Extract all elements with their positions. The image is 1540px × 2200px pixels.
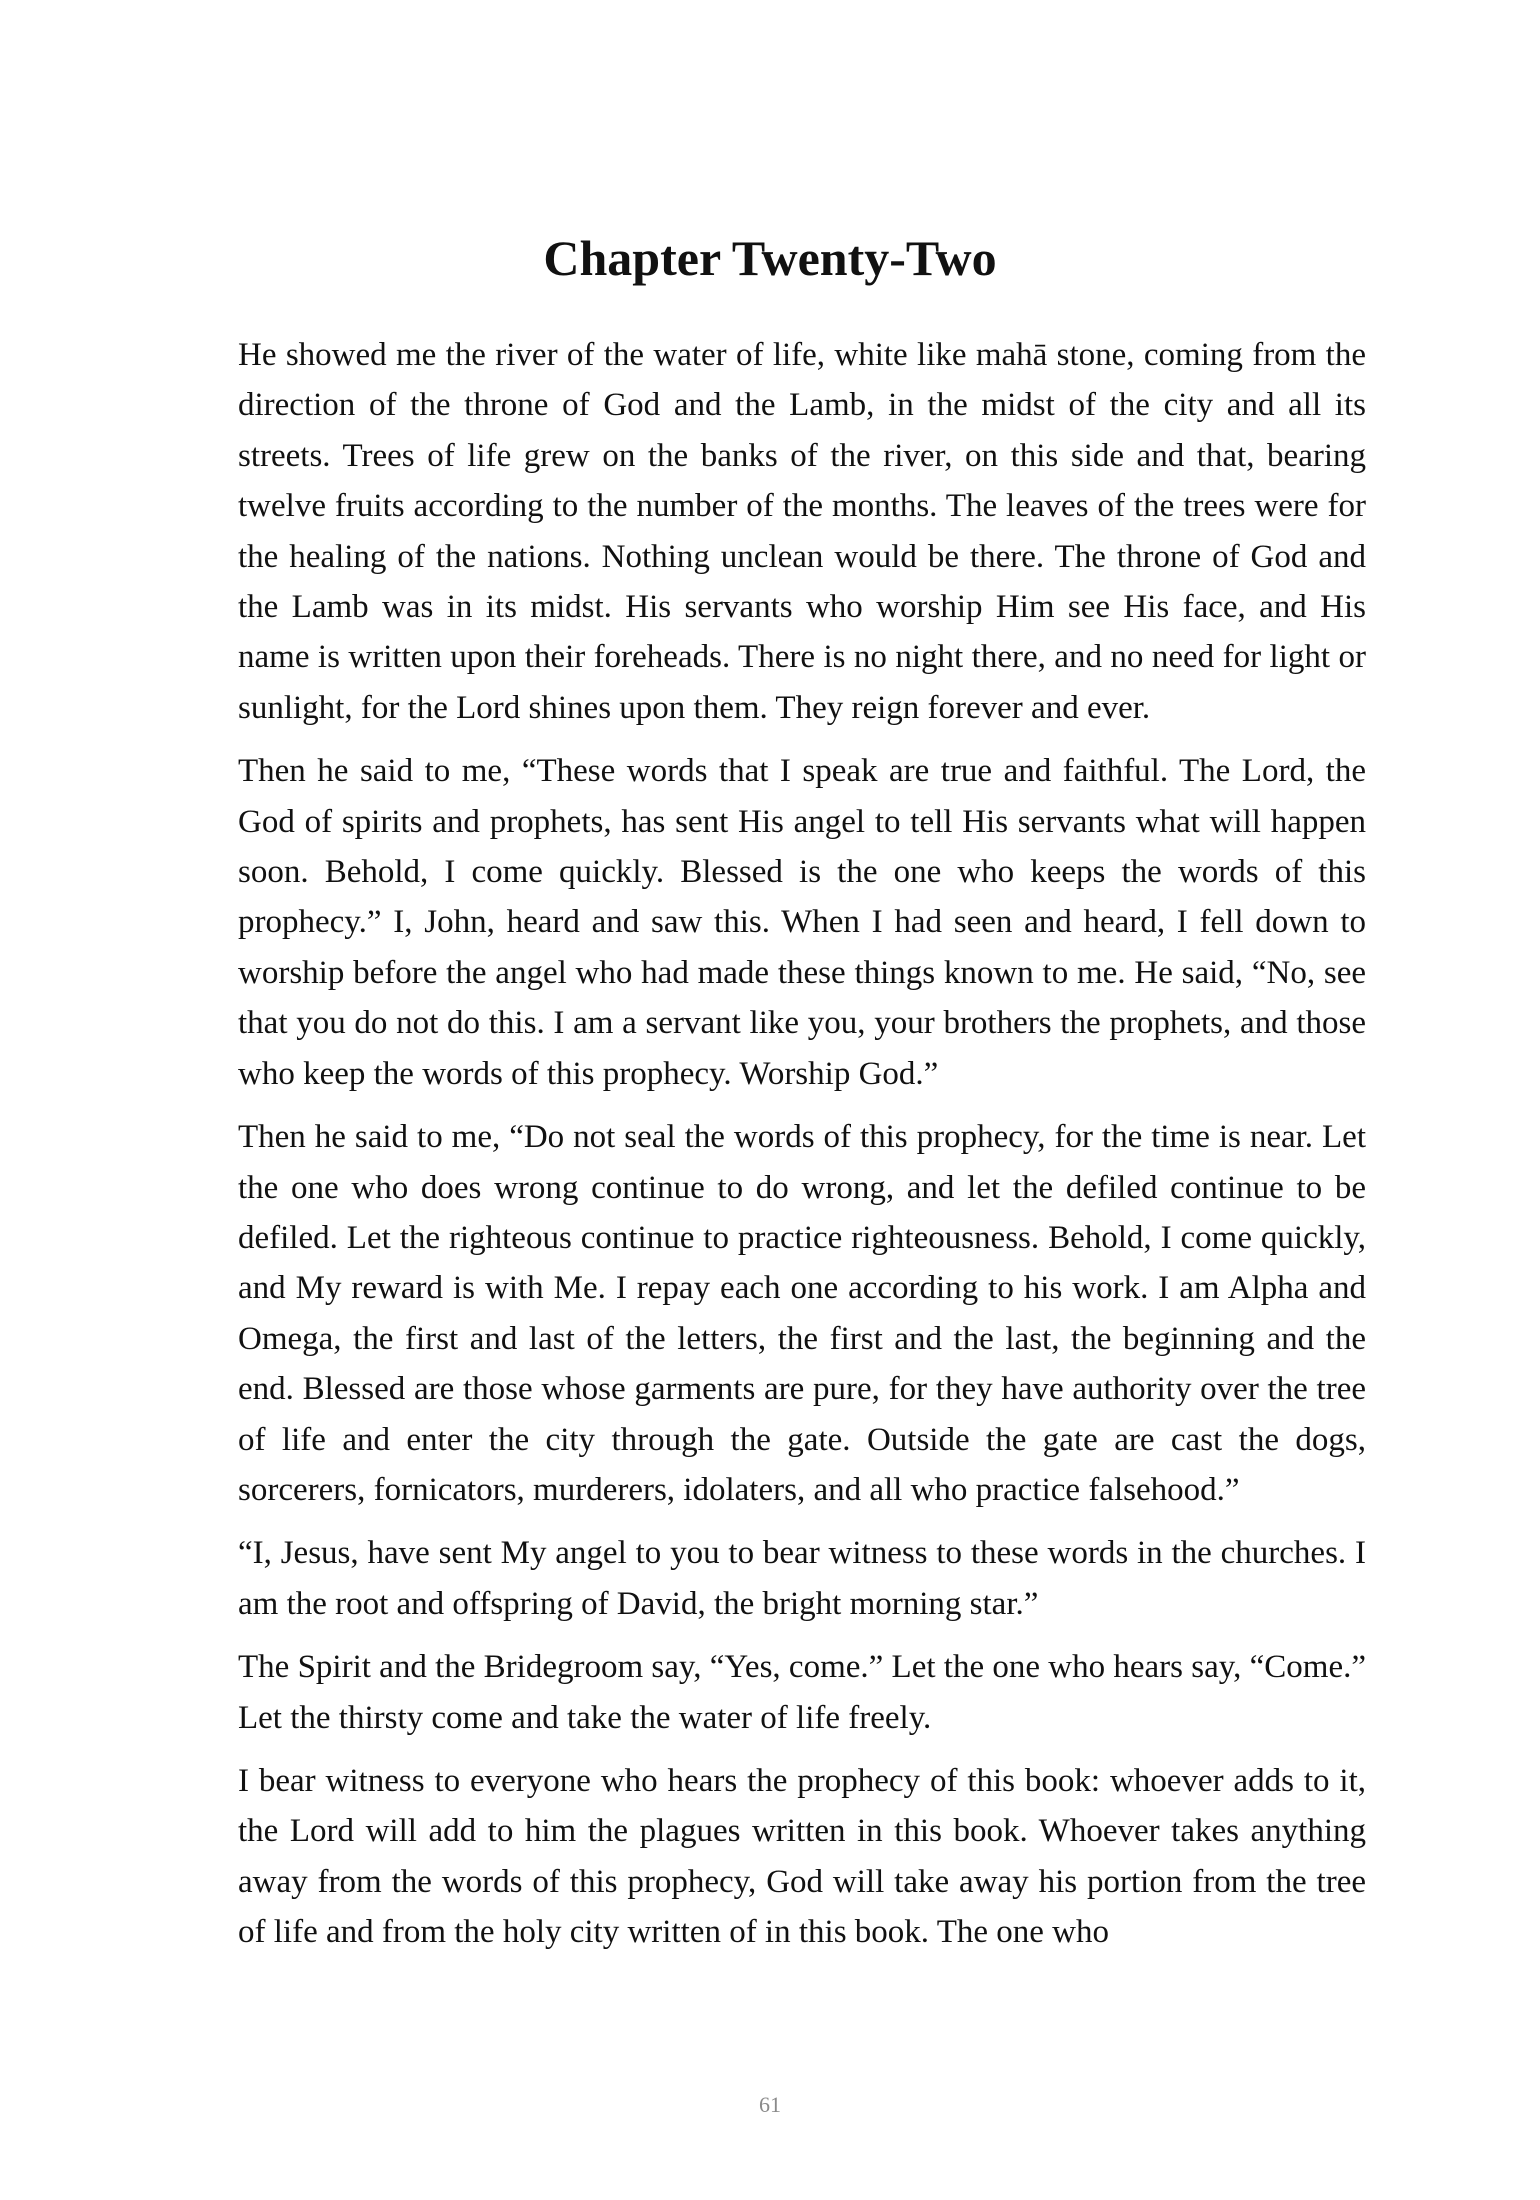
paragraph-root-and-offspring: “I, Jesus, have sent My angel to you to bear witness to these words in the churches. I am the root and offspring of David, the bright morning star.”	[238, 1535, 1366, 1622]
paragraph-spirit-and-bridegroom: The Spirit and the Bridegroom say, “Yes, come.” Let the one who hears say, “Come.” Let the thirsty come and take the water of life freely.	[238, 1649, 1366, 1736]
paragraph-words-true-and-faithful: Then he said to me, “These words that I speak are true and faithful. The Lord, the God of spirits and prophets, has sent His angel to tell His servants what will happen soon. Behold, I come quickly. Blessed is the one who keeps the words of this prophecy.” I, John, heard and saw this. When I had seen and heard, I fell down to worship before the angel who had made these things known to me. He said, “No, see that you do not do this. I am a servant like you, your brothers the prophets, and those who keep the words of this prophecy. Worship God.”	[238, 753, 1366, 1092]
chapter-body	[238, 330, 1366, 1971]
chapter-title: Chapter Twenty-Two	[543, 230, 997, 286]
paragraph-river-of-life: He showed me the river of the water of life, white like mahā stone, coming from the direction of the throne of God and the Lamb, in the midst of the city and all its streets. Trees of life grew on the banks of the river, on this side and that, bearing twelve fruits according to the number of the months. The leaves of the trees were for the healing of the nations. Nothing unclean would be there. The throne of God and the Lamb was in its midst. His servants who worship Him see His face, and His name is written upon their foreheads. There is no night there, and no need for light or sunlight, for the Lord shines upon them. They reign forever and ever.	[238, 337, 1366, 726]
paragraph-do-not-seal: Then he said to me, “Do not seal the words of this prophecy, for the time is near. Let the one who does wrong continue to do wrong, and let the defiled continue to be defiled. Let the righteous continue to practice righteousness. Behold, I come quickly, and My reward is with Me. I repay each one according to his work. I am Alpha and Omega, the first and last of the letters, the first and the last, the beginning and the end. Blessed are those whose garments are pure, for they have authority over the tree of life and enter the city through the gate. Outside the gate are cast the dogs, sorcerers, fornicators, murderers, idolaters, and all who practice falsehood.”	[238, 1119, 1366, 1508]
page-number: 61	[759, 2092, 781, 2117]
paragraph-bear-witness: I bear witness to everyone who hears the prophecy of this book: whoever adds to it, the Lord will add to him the plagues written in this book. Whoever takes anything away from the words of this prophecy, God will take away his portion from the tree of life and from the holy city written of in this book. The one who	[238, 1762, 1366, 1951]
